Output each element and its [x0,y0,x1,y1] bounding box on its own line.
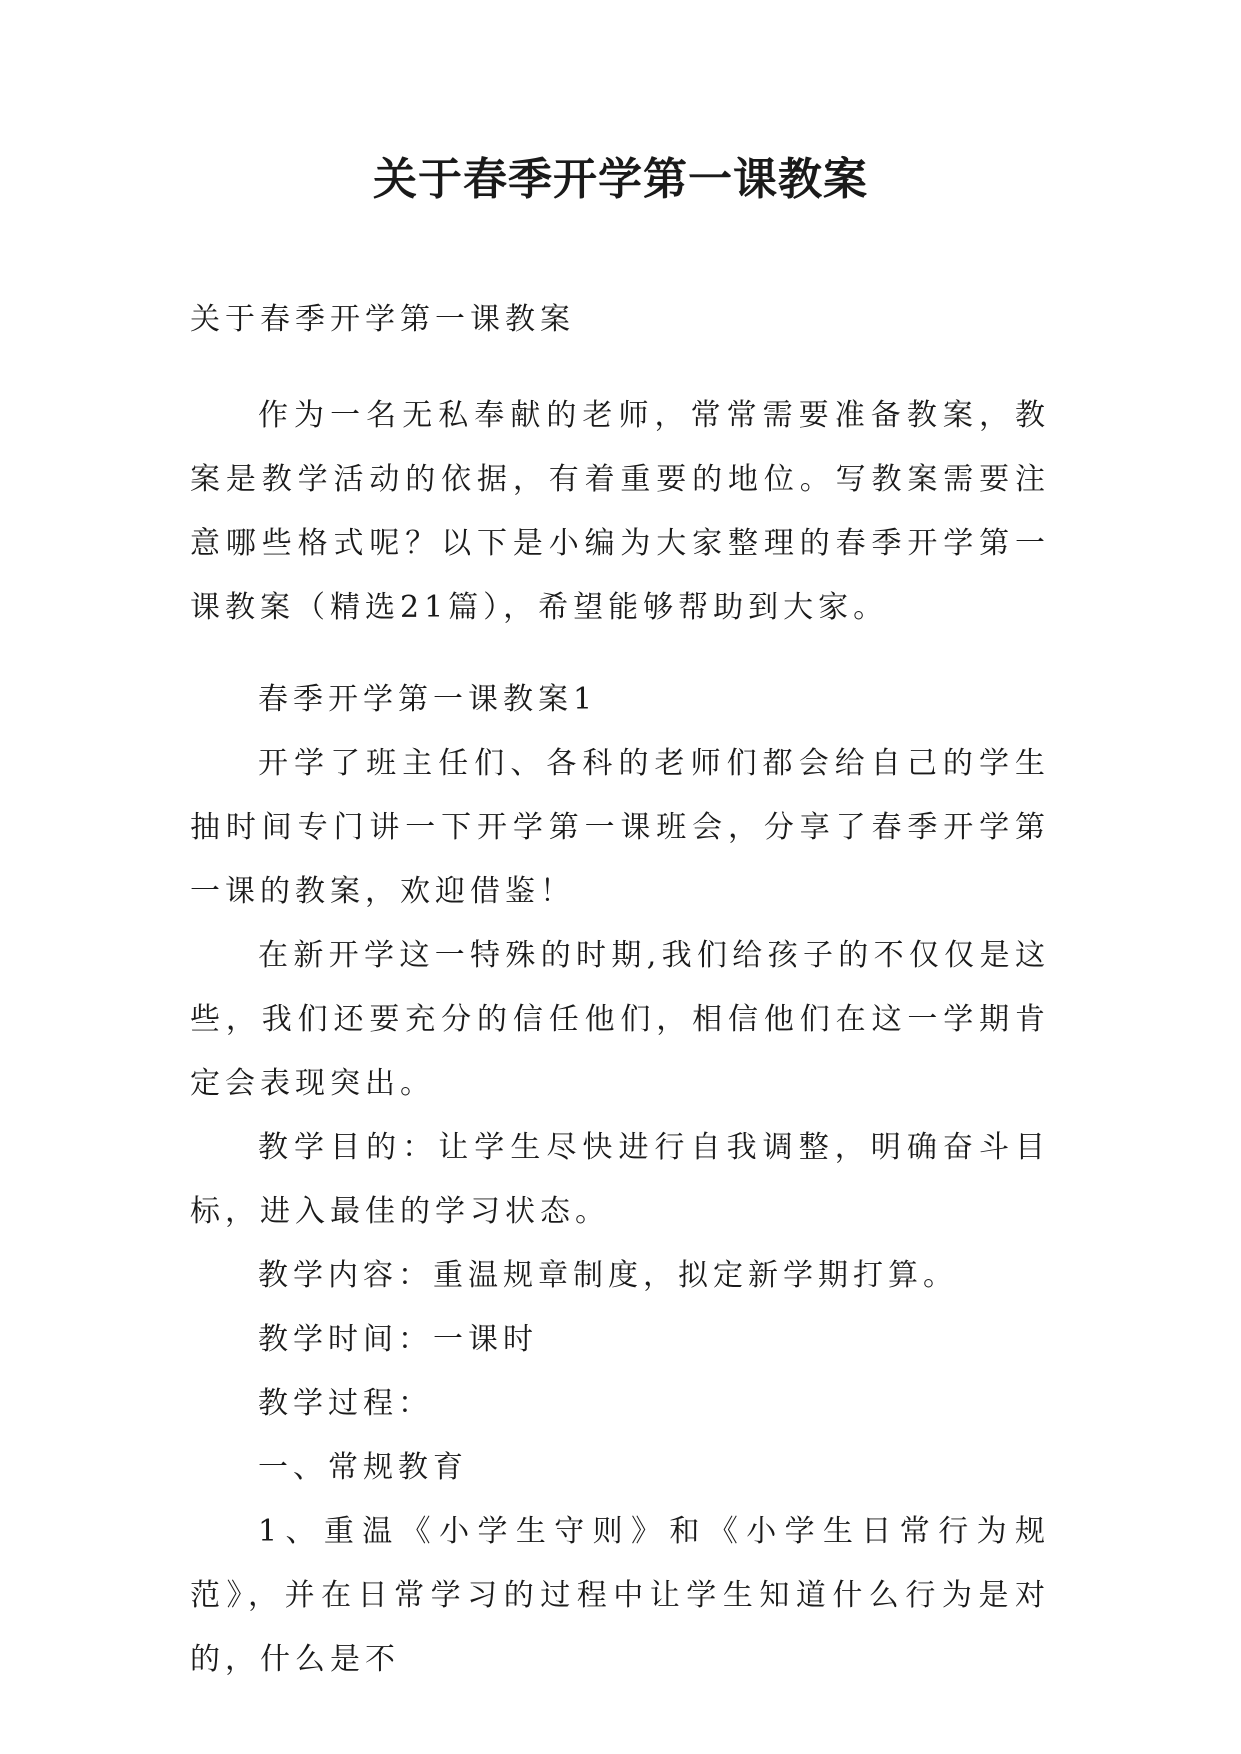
intro-paragraph: 作为一名无私奉献的老师，常常需要准备教案，教案是教学活动的依据，有着重要的地位。写教案需要注意哪些格式呢？以下是小编为大家整理的春季开学第一课教案（精选21篇），希望能够帮助到大家。 [190,398,1050,625]
document-title: 关于春季开学第一课教案 [373,154,868,205]
teaching-goal: 教学目的：让学生尽快进行自我调整，明确奋斗目标，进入最佳的学习状态。 [190,1130,1050,1229]
teaching-time: 教学时间：一课时 [258,1322,538,1357]
document-body [190,288,1050,1692]
document-subtitle: 关于春季开学第一课教案 [190,302,575,337]
subsection-heading: 一、常规教育 [258,1450,468,1485]
paragraph: 开学了班主任们、各科的老师们都会给自己的学生抽时间专门讲一下开学第一课班会，分享了春季开学第一课的教案，欢迎借鉴！ [190,746,1050,909]
paragraph: 在新开学这一特殊的时期,我们给孩子的不仅仅是这些，我们还要充分的信任他们，相信他们在这一学期肯定会表现突出。 [190,938,1050,1101]
teaching-content: 教学内容：重温规章制度，拟定新学期打算。 [258,1258,958,1293]
list-item: 1、重温《小学生守则》和《小学生日常行为规范》，并在日常学习的过程中让学生知道什么行为是对的，什么是不 [190,1514,1050,1677]
teaching-process: 教学过程： [258,1386,433,1421]
section-heading-1: 春季开学第一课教案1 [258,682,598,717]
